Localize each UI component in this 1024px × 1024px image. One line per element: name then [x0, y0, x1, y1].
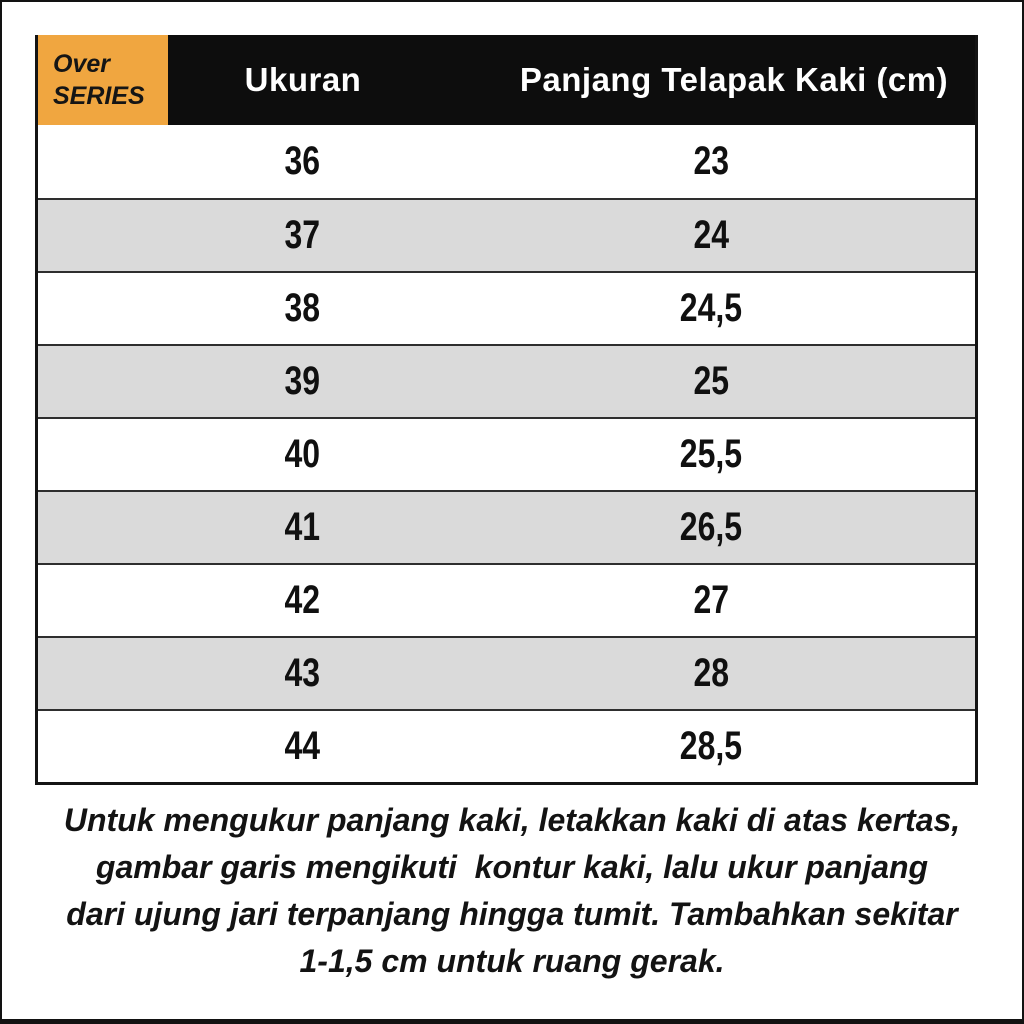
size-cell: 40 — [284, 432, 321, 476]
table-row — [38, 271, 975, 344]
size-cell: 43 — [284, 651, 321, 695]
column-header-ukuran: Ukuran — [244, 61, 362, 98]
length-cell: 28,5 — [679, 724, 742, 768]
size-cell: 44 — [284, 724, 321, 768]
table-row — [38, 563, 975, 636]
instruction-line: dari ujung jari terpanjang hingga tumit. Tambahkan sekitar — [66, 896, 958, 932]
size-cell: 37 — [284, 213, 321, 257]
table-row — [38, 709, 975, 782]
table-row — [38, 344, 975, 417]
length-cell: 26,5 — [679, 505, 742, 549]
measurement-instructions — [0, 797, 1024, 985]
table-row — [38, 490, 975, 563]
table-row — [38, 125, 975, 198]
length-cell: 24 — [692, 213, 729, 257]
length-cell: 23 — [692, 139, 729, 183]
size-cell: 39 — [284, 359, 321, 403]
table-header-row — [38, 35, 975, 125]
length-cell: 25,5 — [679, 432, 742, 476]
length-cell: 28 — [692, 651, 729, 695]
size-cell: 41 — [284, 505, 321, 549]
table-body — [38, 125, 975, 782]
size-cell: 42 — [284, 578, 321, 622]
table-row — [38, 417, 975, 490]
brand-badge — [38, 35, 168, 125]
brand-badge-line2: SERIES — [53, 82, 145, 110]
instruction-line: gambar garis mengikuti kontur kaki, lalu ukur panjang — [95, 849, 929, 885]
size-cell: 38 — [284, 286, 321, 330]
length-cell: 27 — [692, 578, 729, 622]
instruction-line: Untuk mengukur panjang kaki, letakkan kaki di atas kertas, — [63, 802, 961, 838]
instruction-line: 1-1,5 cm untuk ruang gerak. — [299, 943, 725, 979]
table-row — [38, 636, 975, 709]
length-cell: 24,5 — [679, 286, 742, 330]
size-chart-table — [35, 35, 978, 785]
brand-badge-line1: Over — [53, 49, 110, 78]
column-header-panjang-telapak-kaki: Panjang Telapak Kaki (cm) — [519, 61, 949, 98]
table-header-black-bar — [168, 35, 975, 125]
table-row — [38, 198, 975, 271]
length-cell: 25 — [692, 359, 729, 403]
size-cell: 36 — [284, 139, 321, 183]
